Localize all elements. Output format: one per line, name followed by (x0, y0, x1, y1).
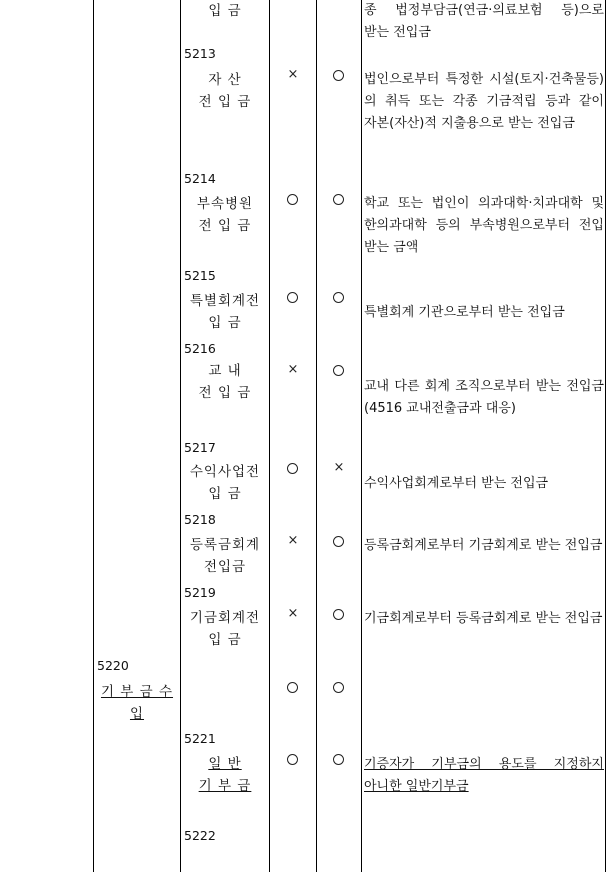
table-border-col2 (180, 0, 181, 872)
account-name: 부속병원 전 입 금 (196, 196, 254, 234)
account-description: 교내 다른 회계 조직으로부터 받는 전입금(4516 교내전출금과 대응) (364, 379, 604, 416)
account-name: 입 금 (208, 3, 242, 19)
circle-mark (333, 682, 344, 693)
group-name: 기 부 금 수 입 (100, 684, 174, 722)
account-code: 5217 (184, 440, 216, 455)
account-code: 5222 (184, 828, 216, 843)
account-name: 수익사업전 입 금 (189, 464, 261, 502)
table-border-col5 (361, 0, 362, 872)
table-border-col4 (316, 0, 317, 872)
account-name: 등록금회계 전입금 (189, 537, 261, 575)
account-description: 종 법정부담금(연금·의료보험 등)으로 받는 전입금 (364, 3, 604, 40)
account-description: 학교 또는 법인이 의과대학·치과대학 및 한의과대학 등의 부속병원으로부터 전입 받는 금액 (364, 196, 604, 255)
circle-mark (287, 292, 298, 303)
account-description: 기증자가 기부금의 용도를 지정하지 아니한 일반기부금 (364, 757, 604, 794)
circle-mark (333, 609, 344, 620)
circle-mark (333, 194, 344, 205)
account-code: 5213 (184, 46, 216, 61)
account-code: 5221 (184, 731, 216, 746)
account-code: 5219 (184, 585, 216, 600)
account-name: 교 내 전 입 금 (198, 363, 252, 401)
cross-mark: × (287, 533, 299, 548)
cross-mark: × (287, 606, 299, 621)
account-code: 5215 (184, 268, 216, 283)
account-description: 특별회계 기관으로부터 받는 전입금 (364, 305, 565, 320)
account-name: 자 산 전 입 금 (198, 72, 252, 110)
account-name: 기금회계전 입 금 (189, 610, 261, 648)
circle-mark (333, 70, 344, 81)
account-description: 등록금회계로부터 기금회계로 받는 전입금 (364, 538, 603, 553)
account-code: 5214 (184, 171, 216, 186)
circle-mark (333, 292, 344, 303)
account-name: 일 반 기 부 금 (198, 756, 252, 794)
table-border-left (93, 0, 94, 872)
cross-mark: × (287, 67, 299, 82)
circle-mark (287, 463, 298, 474)
table-border-col3 (269, 0, 270, 872)
account-name: 특별회계전 입 금 (189, 293, 261, 331)
table-border-right (605, 0, 606, 872)
cross-mark: × (333, 460, 345, 475)
account-description: 법인으로부터 특정한 시설(토지·건축물등)의 취득 또는 각종 기금적립 등과 같이 자본(자산)적 지출용으로 받는 전입금 (364, 72, 604, 131)
circle-mark (333, 536, 344, 547)
cross-mark: × (287, 362, 299, 377)
group-code: 5220 (97, 658, 129, 673)
account-description: 수익사업회계로부터 받는 전입금 (364, 476, 549, 491)
circle-mark (333, 754, 344, 765)
circle-mark (287, 682, 298, 693)
account-description: 기금회계로부터 등록금회계로 받는 전입금 (364, 611, 603, 626)
account-code: 5216 (184, 341, 216, 356)
circle-mark (287, 754, 298, 765)
circle-mark (333, 365, 344, 376)
account-code: 5218 (184, 512, 216, 527)
circle-mark (287, 194, 298, 205)
